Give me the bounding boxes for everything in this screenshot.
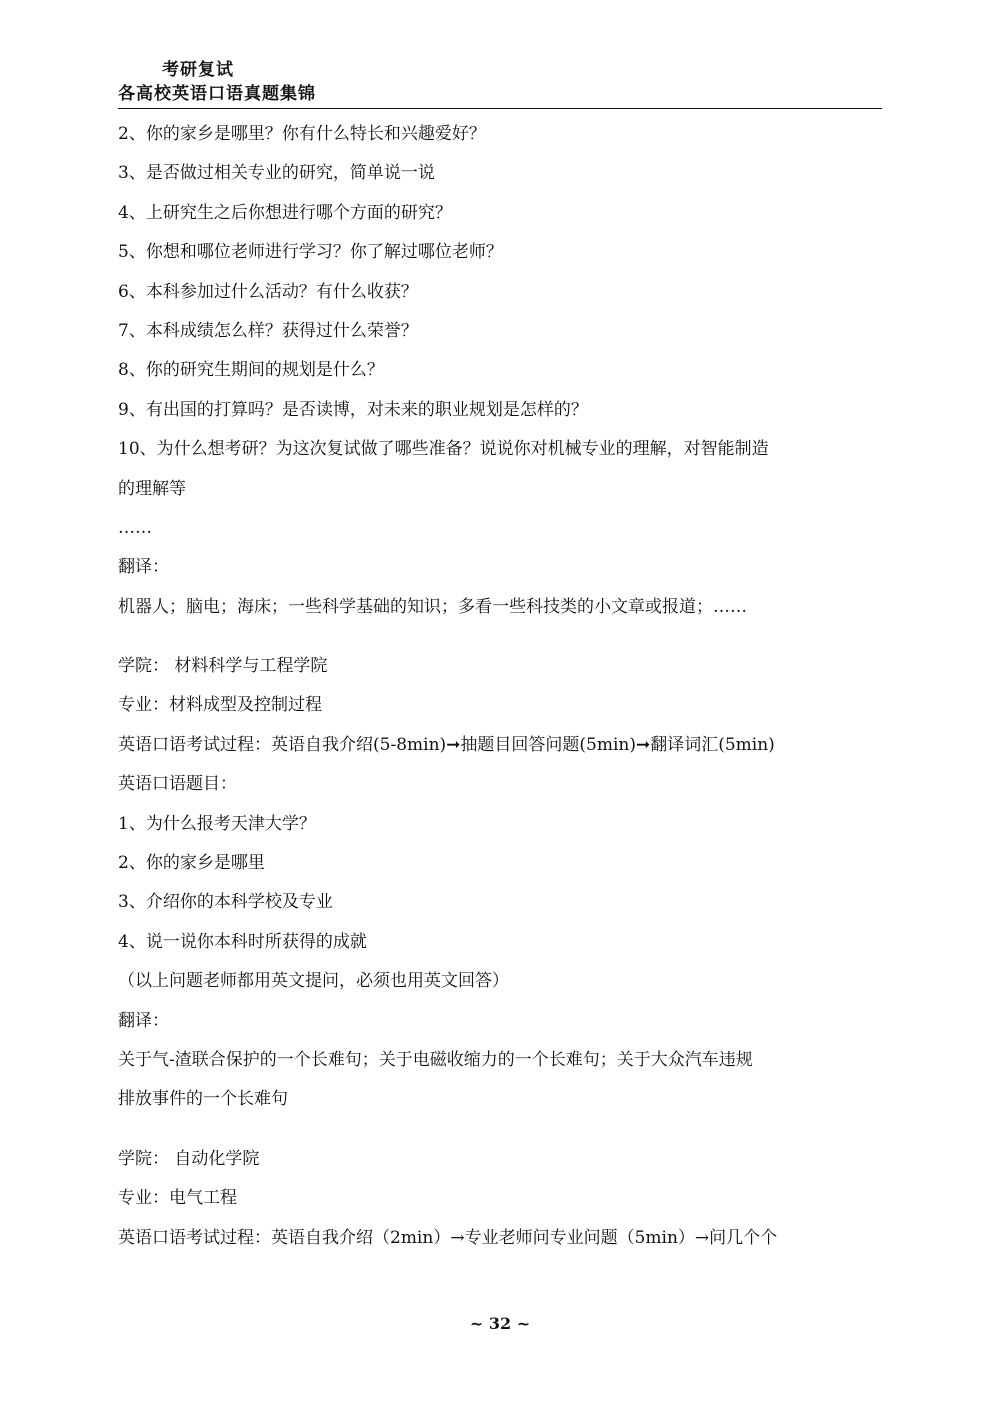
page-number: ~ 32 ~ bbox=[469, 1314, 531, 1333]
header-title-1: 考研复试 bbox=[162, 60, 234, 80]
text-line: 机器人；脑电；海床；一些科学基础的知识；多看一些科技类的小文章或报道；…… bbox=[118, 596, 747, 617]
text-line: 1、为什么报考天津大学？ bbox=[118, 813, 316, 834]
header-rule bbox=[118, 108, 882, 109]
text-line: 英语口语考试过程：英语自我介绍（2min）→专业老师问专业问题（5min）→问几个个 bbox=[118, 1227, 778, 1248]
text-line: 学院： 自动化学院 bbox=[118, 1148, 260, 1169]
section-automation bbox=[118, 1140, 888, 1258]
section-mechanical bbox=[118, 115, 888, 627]
section-materials bbox=[118, 647, 888, 1120]
text-line: 8、你的研究生期间的规划是什么？ bbox=[118, 360, 384, 381]
text-line: 9、有出国的打算吗？是否读博，对未来的职业规划是怎样的？ bbox=[118, 399, 588, 420]
spacer bbox=[118, 627, 888, 647]
text-line: 7、本科成绩怎么样？获得过什么荣誉？ bbox=[118, 320, 418, 341]
text-line: 3、介绍你的本科学校及专业 bbox=[118, 892, 333, 913]
text-line: 3、是否做过相关专业的研究，简单说一说 bbox=[118, 163, 435, 184]
text-line: 学院： 材料科学与工程学院 bbox=[118, 656, 328, 677]
text-line: 5、你想和哪位老师进行学习？你了解过哪位老师？ bbox=[118, 242, 503, 263]
text-line: 排放事件的一个长难句 bbox=[118, 1089, 288, 1110]
text-line: 英语口语题目： bbox=[118, 774, 237, 795]
text-line: …… bbox=[118, 517, 152, 538]
text-line: 2、你的家乡是哪里 bbox=[118, 853, 265, 874]
text-line: 专业：电气工程 bbox=[118, 1188, 237, 1209]
header-title-2: 各高校英语口语真题集锦 bbox=[118, 84, 316, 104]
text-line: 翻译： bbox=[118, 1010, 169, 1031]
text-line: 关于气-渣联合保护的一个长难句；关于电磁收缩力的一个长难句；关于大众汽车违规 bbox=[118, 1049, 753, 1070]
text-line: 6、本科参加过什么活动？有什么收获？ bbox=[118, 281, 418, 302]
spacer bbox=[118, 1120, 888, 1140]
text-line: 4、上研究生之后你想进行哪个方面的研究？ bbox=[118, 202, 452, 223]
page-header bbox=[118, 58, 882, 109]
text-line: （以上问题老师都用英文提问，必须也用英文回答） bbox=[118, 971, 509, 992]
text-line: 10、为什么想考研？为这次复试做了哪些准备？说说你对机械专业的理解，对智能制造 bbox=[118, 439, 769, 460]
text-line: 翻译： bbox=[118, 557, 169, 578]
text-line: 专业：材料成型及控制过程 bbox=[118, 695, 322, 716]
text-line: 2、你的家乡是哪里？你有什么特长和兴趣爱好？ bbox=[118, 124, 486, 144]
page-content bbox=[118, 115, 888, 1258]
text-line: 英语口语考试过程：英语自我介绍(5-8min)➞抽题目回答问题(5min)➞翻译词汇(5min) bbox=[118, 734, 775, 755]
text-line: 的理解等 bbox=[118, 478, 186, 499]
text-line: 4、说一说你本科时所获得的成就 bbox=[118, 931, 367, 952]
